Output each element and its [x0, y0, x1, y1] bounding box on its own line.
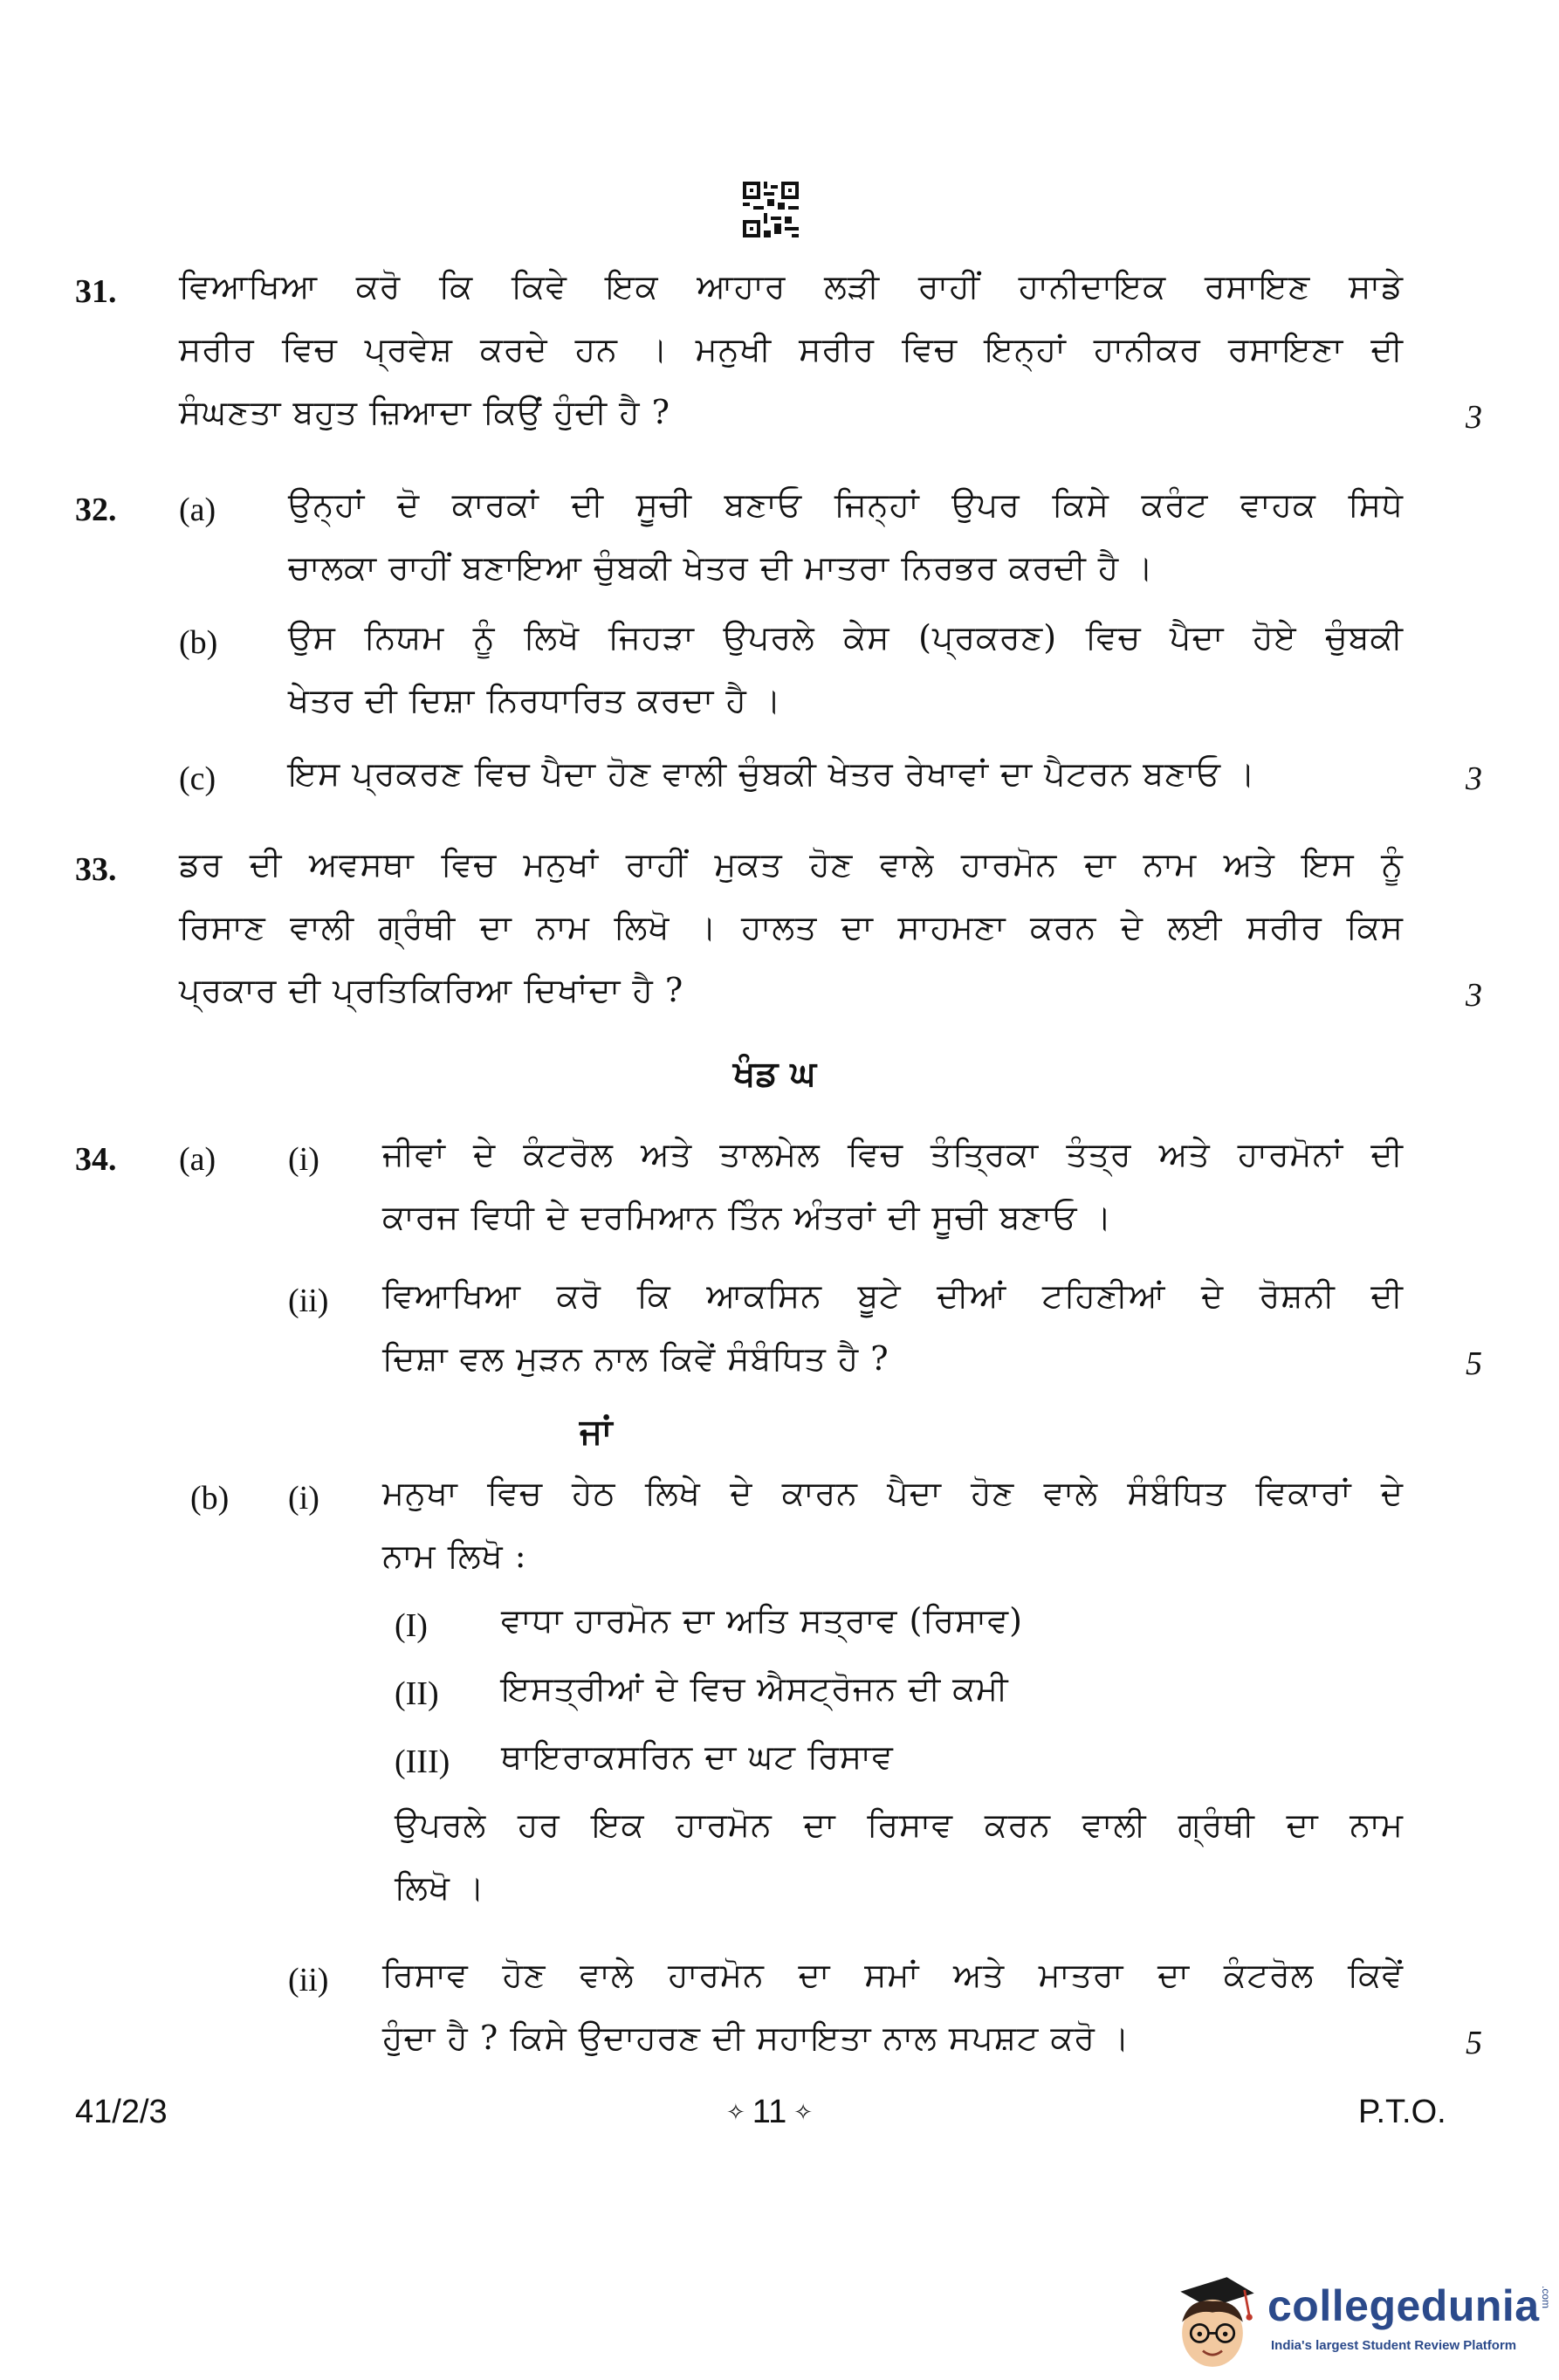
- q34-part-b-label: (b): [190, 1480, 230, 1517]
- q34-b-i-item-3-label: (III): [395, 1744, 450, 1780]
- q32-part-b-label: (b): [179, 624, 218, 661]
- q33-marks: 3: [1466, 977, 1482, 1014]
- q31-line-3: ਸੰਘਣਤਾ ਬਹੁਤ ਜ਼ਿਆਦਾ ਕਿਉਂ ਹੁੰਦੀ ਹੈ ?: [179, 393, 670, 431]
- q34-a-marks: 5: [1466, 1345, 1482, 1382]
- q33-line-1: ਡਰ ਦੀ ਅਵਸਥਾ ਵਿਚ ਮਨੁਖਾਂ ਰਾਹੀਂ ਮੁਕਤ ਹੋਣ ਵਾਲੇ ਹਾਰਮੋਨ ਦਾ ਨਾਮ ਅਤੇ ਇਸ ਨੂੰ: [179, 845, 1404, 884]
- q34-part-a-label: (a): [179, 1141, 216, 1178]
- q32-a-line-1: ਉਨ੍ਹਾਂ ਦੋ ਕਾਰਕਾਂ ਦੀ ਸੂਚੀ ਬਣਾਓ ਜਿਨ੍ਹਾਂ ਉਪਰ ਕਿਸੇ ਕਰੰਟ ਵਾਹਕ ਸਿਧੇ: [288, 485, 1404, 524]
- please-turn-over: P.T.O.: [1358, 2094, 1446, 2130]
- q34-b-i-label: (i): [288, 1480, 319, 1517]
- or-separator: ਜਾਂ: [580, 1411, 613, 1452]
- q32-b-line-1: ਉਸ ਨਿਯਮ ਨੂੰ ਲਿਖੋ ਜਿਹੜਾ ਉਪਰਲੇ ਕੇਸ (ਪ੍ਰਕਰਣ) ਵਿਚ ਪੈਦਾ ਹੋਏ ਚੁੰਬਕੀ: [288, 618, 1404, 657]
- q32-marks: 3: [1466, 760, 1482, 797]
- q34-a-i-label: (i): [288, 1141, 319, 1178]
- q34-b-i-after-line-2: ਲਿਖੋ ।: [395, 1868, 485, 1907]
- q34-b-i-after-line-1: ਉਪਰਲੇ ਹਰ ਇਕ ਹਾਰਮੋਨ ਦਾ ਰਿਸਾਵ ਕਰਨ ਵਾਲੀ ਗ੍ਰੰਥੀ ਦਾ ਨਾਮ: [395, 1806, 1404, 1844]
- q34-b-i-item-2-text: ਇਸਤ੍ਰੀਆਂ ਦੇ ਵਿਚ ਐਸਟ੍ਰੋਜਨ ਦੀ ਕਮੀ: [501, 1669, 1009, 1708]
- brand-name: collegedunia: [1267, 2281, 1540, 2330]
- q34-b-ii-label: (ii): [288, 1962, 329, 1998]
- qr-code: [743, 182, 799, 237]
- q32-part-c-label: (c): [179, 760, 216, 797]
- question-number-31: 31.: [75, 273, 117, 310]
- page-number-value: 11: [752, 2094, 787, 2130]
- section-heading: ਖੰਡ ਘ: [733, 1053, 817, 1094]
- page-ornament-right-icon: ✧: [793, 2099, 814, 2125]
- q34-a-ii-label: (ii): [288, 1283, 329, 1319]
- q33-line-2: ਰਿਸਾਣ ਵਾਲੀ ਗ੍ਰੰਥੀ ਦਾ ਨਾਮ ਲਿਖੋ । ਹਾਲਤ ਦਾ ਸਾਹਮਣਾ ਕਰਨ ਦੇ ਲਈ ਸਰੀਰ ਕਿਸ: [179, 908, 1404, 946]
- page-number: [726, 2094, 813, 2131]
- q34-a-i-line-2: ਕਾਰਜ ਵਿਧੀ ਦੇ ਦਰਮਿਆਨ ਤਿੰਨ ਅੰਤਰਾਂ ਦੀ ਸੂਚੀ ਬਣਾਓ ।: [382, 1198, 1113, 1236]
- q34-b-i-line-1: ਮਨੁਖਾ ਵਿਚ ਹੇਠ ਲਿਖੇ ਦੇ ਕਾਰਨ ਪੈਦਾ ਹੋਣ ਵਾਲੇ ਸੰਬੰਧਿਤ ਵਿਕਾਰਾਂ ਦੇ: [382, 1474, 1404, 1512]
- q34-b-i-item-1-text: ਵਾਧਾ ਹਾਰਮੋਨ ਦਾ ਅਤਿ ਸਤ੍ਰਾਵ (ਰਿਸਾਵ): [501, 1601, 1023, 1640]
- question-number-33: 33.: [75, 851, 117, 888]
- q34-a-ii-line-2: ਦਿਸ਼ਾ ਵਲ ਮੁੜਨ ਨਾਲ ਕਿਵੇਂ ਸੰਬੰਧਿਤ ਹੈ ?: [382, 1339, 889, 1378]
- q31-line-2: ਸਰੀਰ ਵਿਚ ਪ੍ਰਵੇਸ਼ ਕਰਦੇ ਹਨ । ਮਨੁਖੀ ਸਰੀਰ ਵਿਚ ਇਨ੍ਹਾਂ ਹਾਨੀਕਰ ਰਸਾਇਣਾ ਦੀ: [179, 330, 1404, 368]
- q32-b-line-2: ਖੇਤਰ ਦੀ ਦਿਸ਼ਾ ਨਿਰਧਾਰਿਤ ਕਰਦਾ ਹੈ ।: [288, 681, 782, 719]
- q34-b-i-item-3-text: ਥਾਇਰਾਕਸਰਿਨ ਦਾ ਘਟ ਰਿਸਾਵ: [501, 1737, 894, 1776]
- q31-marks: 3: [1466, 399, 1482, 436]
- q34-b-marks: 5: [1466, 2025, 1482, 2061]
- q34-b-i-item-1-label: (I): [395, 1607, 428, 1644]
- question-number-34: 34.: [75, 1141, 117, 1178]
- q32-c-line-1: ਇਸ ਪ੍ਰਕਰਣ ਵਿਚ ਪੈਦਾ ਹੋਣ ਵਾਲੀ ਚੁੰਬਕੀ ਖੇਤਰ ਰੇਖਾਵਾਂ ਦਾ ਪੈਟਰਨ ਬਣਾਓ ।: [288, 754, 1256, 793]
- q34-b-i-item-2-label: (II): [395, 1675, 439, 1712]
- collegedunia-logo: [1164, 2261, 1559, 2380]
- mascot-icon: [1164, 2261, 1260, 2375]
- brand-tagline: India's largest Student Review Platform: [1271, 2338, 1517, 2353]
- q34-b-ii-line-2: ਹੁੰਦਾ ਹੈ ? ਕਿਸੇ ਉਦਾਹਰਣ ਦੀ ਸਹਾਇਤਾ ਨਾਲ ਸਪਸ਼ਟ ਕਰੋ ।: [382, 2019, 1130, 2057]
- paper-code: 41/2/3: [75, 2094, 168, 2130]
- q34-b-ii-line-1: ਰਿਸਾਵ ਹੋਣ ਵਾਲੇ ਹਾਰਮੋਨ ਦਾ ਸਮਾਂ ਅਤੇ ਮਾਤਰਾ ਦਾ ਕੰਟਰੋਲ ਕਿਵੇਂ: [382, 1956, 1404, 1994]
- q32-part-a-label: (a): [179, 492, 216, 528]
- q34-a-i-line-1: ਜੀਵਾਂ ਦੇ ਕੰਟਰੋਲ ਅਤੇ ਤਾਲਮੇਲ ਵਿਚ ਤੰਤ੍ਰਿਕਾ ਤੰਤ੍ਰ ਅਤੇ ਹਾਰਮੋਨਾਂ ਦੀ: [382, 1135, 1404, 1173]
- q34-a-ii-line-1: ਵਿਆਖਿਆ ਕਰੋ ਕਿ ਆਕਸਿਨ ਬੂਟੇ ਦੀਆਂ ਟਹਿਣੀਆਂ ਦੇ ਰੋਸ਼ਨੀ ਦੀ: [382, 1276, 1404, 1315]
- q31-line-1: ਵਿਆਖਿਆ ਕਰੋ ਕਿ ਕਿਵੇ ਇਕ ਆਹਾਰ ਲੜੀ ਰਾਹੀਂ ਹਾਨੀਦਾਇਕ ਰਸਾਇਣ ਸਾਡੇ: [179, 267, 1404, 306]
- page-ornament-left-icon: ✧: [726, 2099, 745, 2125]
- question-number-32: 32.: [75, 492, 117, 528]
- q32-a-line-2: ਚਾਲਕਾ ਰਾਹੀਂ ਬਣਾਇਆ ਚੁੰਬਕੀ ਖੇਤਰ ਦੀ ਮਾਤਰਾ ਨਿਰਭਰ ਕਰਦੀ ਹੈ ।: [288, 548, 1154, 587]
- q34-b-i-line-2: ਨਾਮ ਲਿਖੋ :: [382, 1537, 527, 1575]
- q33-line-3: ਪ੍ਰਕਾਰ ਦੀ ਪ੍ਰਤਿਕਿਰਿਆ ਦਿਖਾਂਦਾ ਹੈ ?: [179, 971, 684, 1009]
- brand-domain-suffix: .com: [1540, 2286, 1552, 2309]
